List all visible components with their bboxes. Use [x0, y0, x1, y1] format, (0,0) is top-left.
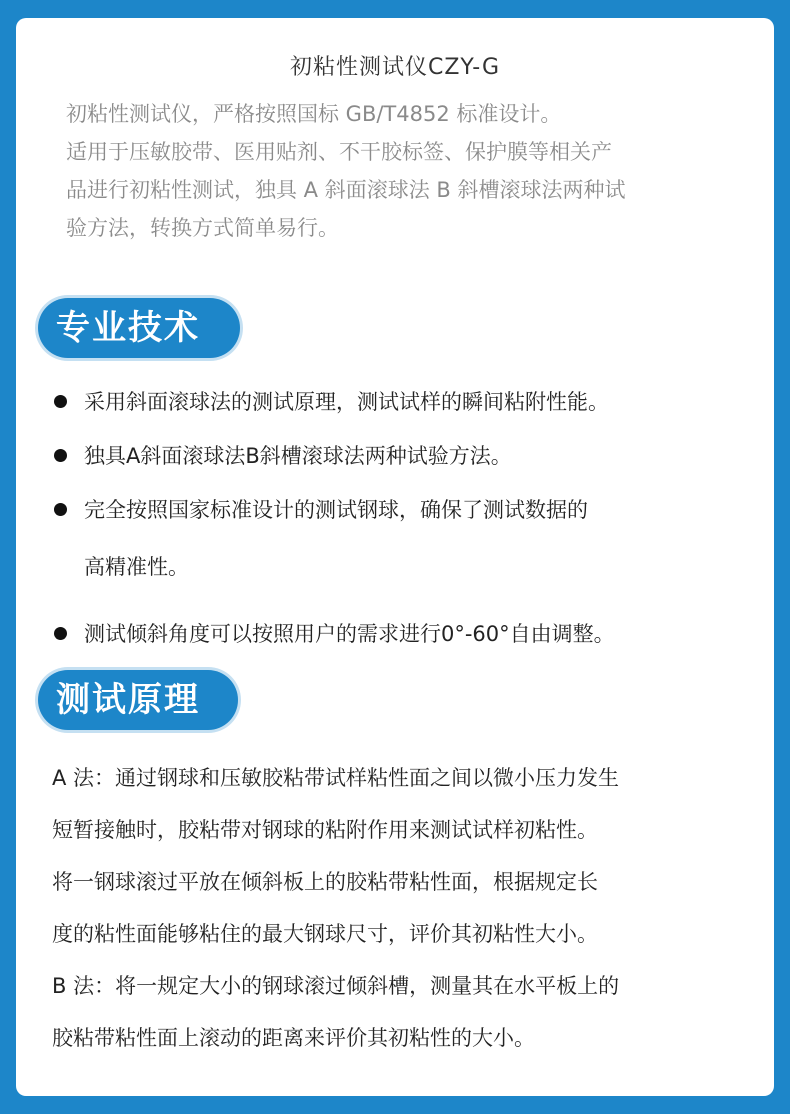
bullet-text-continued: 高精准性。 — [84, 555, 189, 579]
principle-line: 短暂接触时，胶粘带对钢球的粘附作用来测试试样初粘性。 — [52, 818, 598, 842]
intro-line: 验方法，转换方式简单易行。 — [66, 216, 339, 240]
section-heading-principle: 测试原理 — [38, 670, 238, 730]
bullet-dot-icon — [54, 627, 67, 640]
bullet-dot-icon — [54, 449, 67, 462]
principle-line: A 法：通过钢球和压敏胶粘带试样粘性面之间以微小压力发生 — [52, 766, 620, 790]
list-item — [52, 434, 752, 478]
principle-line: B 法：将一规定大小的钢球滚过倾斜槽，测量其在水平板上的 — [52, 974, 620, 998]
principle-paragraph — [52, 752, 752, 1064]
principle-line: 胶粘带粘性面上滚动的距离来评价其初粘性的大小。 — [52, 1026, 535, 1050]
bullet-text: 独具A斜面滚球法B斜槽滚球法两种试验方法。 — [84, 444, 512, 468]
list-item — [52, 488, 752, 602]
bullet-dot-icon — [54, 395, 67, 408]
intro-line: 初粘性测试仪，严格按照国标 GB/T4852 标准设计。 — [66, 102, 562, 126]
section-heading-tech: 专业技术 — [38, 298, 240, 358]
intro-paragraph — [66, 95, 746, 247]
intro-line: 品进行初粘性测试，独具 A 斜面滚球法 B 斜槽滚球法两种试 — [66, 178, 626, 202]
bullet-text: 完全按照国家标准设计的测试钢球，确保了测试数据的 — [84, 498, 588, 522]
principle-line: 将一钢球滚过平放在倾斜板上的胶粘带粘性面，根据规定长 — [52, 870, 598, 894]
list-item — [52, 380, 752, 424]
principle-line: 度的粘性面能够粘住的最大钢球尺寸，评价其初粘性大小。 — [52, 922, 598, 946]
intro-line: 适用于压敏胶带、医用贴剂、不干胶标签、保护膜等相关产 — [66, 140, 612, 164]
list-item — [52, 612, 752, 656]
bullet-dot-icon — [54, 503, 67, 516]
bullet-text: 测试倾斜角度可以按照用户的需求进行0°-60°自由调整。 — [84, 622, 615, 646]
bullet-text: 采用斜面滚球法的测试原理，测试试样的瞬间粘附性能。 — [84, 390, 609, 414]
tech-bullet-list — [52, 380, 752, 656]
page-title: 初粘性测试仪CZY-G — [289, 55, 501, 80]
